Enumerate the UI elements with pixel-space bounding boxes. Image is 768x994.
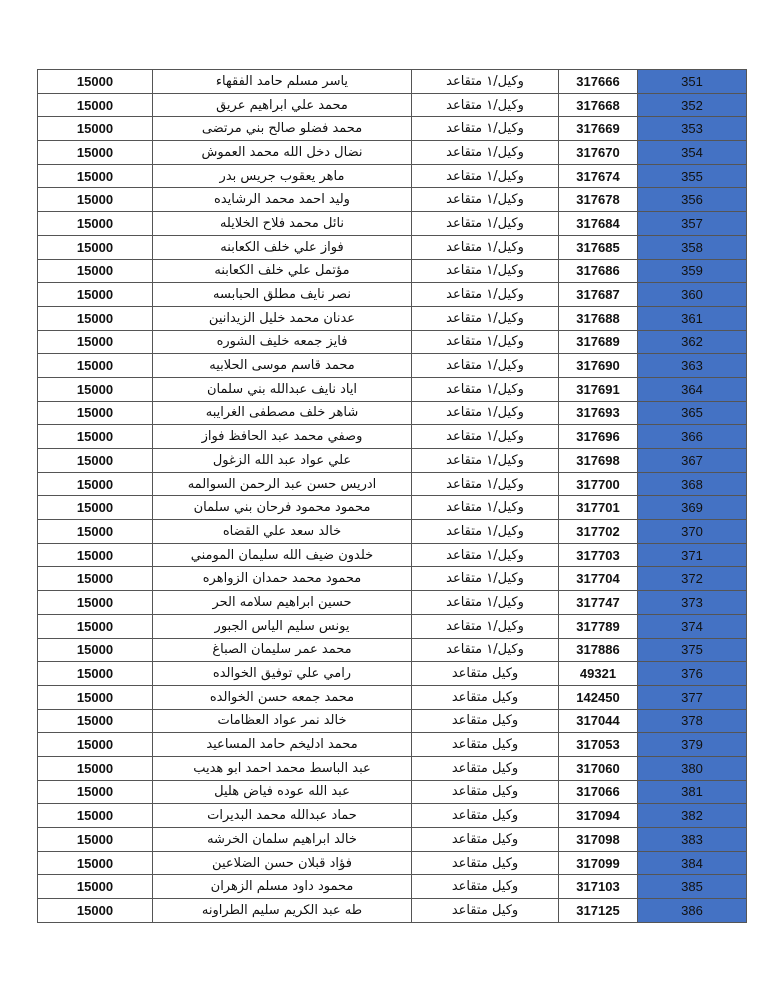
military-number-cell: 317698	[559, 449, 638, 473]
name-cell: عبد الباسط محمد احمد ابو هديب	[153, 756, 412, 780]
rank-cell: وكيل/١ متقاعد	[412, 567, 559, 591]
amount-cell: 15000	[38, 212, 153, 236]
amount-cell: 15000	[38, 804, 153, 828]
amount-cell: 15000	[38, 780, 153, 804]
amount-cell: 15000	[38, 377, 153, 401]
rank-cell: وكيل متقاعد	[412, 804, 559, 828]
table-row	[38, 141, 747, 165]
name-cell: محمود محمد حمدان الزواهره	[153, 567, 412, 591]
name-cell: عدنان محمد خليل الزيدانين	[153, 306, 412, 330]
amount-cell: 15000	[38, 733, 153, 757]
military-number-cell: 317700	[559, 472, 638, 496]
rank-cell: وكيل متقاعد	[412, 875, 559, 899]
sequence-number-cell: 381	[638, 780, 747, 804]
name-cell: ماهر يعقوب جريس بدر	[153, 164, 412, 188]
military-number-cell: 317701	[559, 496, 638, 520]
name-cell: شاهر خلف مصطفى الغرايبه	[153, 401, 412, 425]
table-row	[38, 377, 747, 401]
table-row	[38, 164, 747, 188]
sequence-number-cell: 372	[638, 567, 747, 591]
sequence-number-cell: 385	[638, 875, 747, 899]
rank-cell: وكيل/١ متقاعد	[412, 472, 559, 496]
rank-cell: وكيل/١ متقاعد	[412, 377, 559, 401]
name-cell: ياسر مسلم حامد الفقهاء	[153, 70, 412, 94]
military-number-cell: 317066	[559, 780, 638, 804]
sequence-number-cell: 360	[638, 283, 747, 307]
amount-cell: 15000	[38, 685, 153, 709]
table-row	[38, 425, 747, 449]
table-row	[38, 543, 747, 567]
amount-cell: 15000	[38, 306, 153, 330]
name-cell: خالد سعد علي القضاه	[153, 520, 412, 544]
name-cell: نائل محمد فلاح الخلايله	[153, 212, 412, 236]
table-row	[38, 638, 747, 662]
military-number-cell: 142450	[559, 685, 638, 709]
name-cell: عبد الله عوده فياض هليل	[153, 780, 412, 804]
table-row	[38, 70, 747, 94]
rank-cell: وكيل/١ متقاعد	[412, 401, 559, 425]
military-number-cell: 317886	[559, 638, 638, 662]
military-number-cell: 317674	[559, 164, 638, 188]
military-number-cell: 317678	[559, 188, 638, 212]
rank-cell: وكيل/١ متقاعد	[412, 164, 559, 188]
sequence-number-cell: 351	[638, 70, 747, 94]
name-cell: محمود داود مسلم الزهران	[153, 875, 412, 899]
table-row	[38, 875, 747, 899]
sequence-number-cell: 370	[638, 520, 747, 544]
rank-cell: وكيل/١ متقاعد	[412, 354, 559, 378]
amount-cell: 15000	[38, 354, 153, 378]
amount-cell: 15000	[38, 401, 153, 425]
amount-cell: 15000	[38, 496, 153, 520]
sequence-number-cell: 384	[638, 851, 747, 875]
rank-cell: وكيل متقاعد	[412, 685, 559, 709]
sequence-number-cell: 353	[638, 117, 747, 141]
sequence-number-cell: 366	[638, 425, 747, 449]
table-row	[38, 614, 747, 638]
name-cell: اياد نايف عبدالله بني سلمان	[153, 377, 412, 401]
rank-cell: وكيل/١ متقاعد	[412, 93, 559, 117]
amount-cell: 15000	[38, 70, 153, 94]
table-row	[38, 306, 747, 330]
table-row	[38, 496, 747, 520]
rank-cell: وكيل/١ متقاعد	[412, 638, 559, 662]
military-number-cell: 317687	[559, 283, 638, 307]
roster-body	[38, 70, 747, 923]
rank-cell: وكيل/١ متقاعد	[412, 306, 559, 330]
amount-cell: 15000	[38, 472, 153, 496]
table-row	[38, 93, 747, 117]
name-cell: نصر نايف مطلق الحبابسه	[153, 283, 412, 307]
table-row	[38, 188, 747, 212]
amount-cell: 15000	[38, 614, 153, 638]
sequence-number-cell: 373	[638, 591, 747, 615]
table-row	[38, 472, 747, 496]
rank-cell: وكيل/١ متقاعد	[412, 235, 559, 259]
amount-cell: 15000	[38, 899, 153, 923]
sequence-number-cell: 386	[638, 899, 747, 923]
name-cell: محمد علي ابراهيم عريق	[153, 93, 412, 117]
name-cell: رامي علي توفيق الخوالده	[153, 662, 412, 686]
table-row	[38, 591, 747, 615]
name-cell: فواز علي خلف الكعابنه	[153, 235, 412, 259]
military-number-cell: 317689	[559, 330, 638, 354]
rank-cell: وكيل/١ متقاعد	[412, 520, 559, 544]
amount-cell: 15000	[38, 330, 153, 354]
sequence-number-cell: 369	[638, 496, 747, 520]
military-number-cell: 317098	[559, 828, 638, 852]
rank-cell: وكيل متقاعد	[412, 828, 559, 852]
name-cell: نضال دخل الله محمد العموش	[153, 141, 412, 165]
amount-cell: 15000	[38, 638, 153, 662]
name-cell: خالد نمر عواد العظامات	[153, 709, 412, 733]
amount-cell: 15000	[38, 235, 153, 259]
amount-cell: 15000	[38, 259, 153, 283]
military-number-cell: 317704	[559, 567, 638, 591]
name-cell: محمد فضلو صالح بني مرتضى	[153, 117, 412, 141]
table-row	[38, 780, 747, 804]
name-cell: فايز جمعه خليف الشوره	[153, 330, 412, 354]
rank-cell: وكيل/١ متقاعد	[412, 496, 559, 520]
rank-cell: وكيل متقاعد	[412, 851, 559, 875]
name-cell: طه عبد الكريم سليم الطراونه	[153, 899, 412, 923]
name-cell: خالد ابراهيم سلمان الخرشه	[153, 828, 412, 852]
table-row	[38, 449, 747, 473]
name-cell: حسين ابراهيم سلامه الحر	[153, 591, 412, 615]
table-row	[38, 756, 747, 780]
military-number-cell: 317103	[559, 875, 638, 899]
name-cell: ادريس حسن عبد الرحمن السوالمه	[153, 472, 412, 496]
sequence-number-cell: 364	[638, 377, 747, 401]
sequence-number-cell: 362	[638, 330, 747, 354]
military-number-cell: 317669	[559, 117, 638, 141]
military-number-cell: 317053	[559, 733, 638, 757]
name-cell: محمود محمود فرحان بني سلمان	[153, 496, 412, 520]
table-row	[38, 804, 747, 828]
rank-cell: وكيل متقاعد	[412, 662, 559, 686]
sequence-number-cell: 359	[638, 259, 747, 283]
sequence-number-cell: 352	[638, 93, 747, 117]
sequence-number-cell: 378	[638, 709, 747, 733]
table-row	[38, 520, 747, 544]
name-cell: يونس سليم الياس الجبور	[153, 614, 412, 638]
amount-cell: 15000	[38, 875, 153, 899]
sequence-number-cell: 382	[638, 804, 747, 828]
military-number-cell: 317789	[559, 614, 638, 638]
table-row	[38, 828, 747, 852]
amount-cell: 15000	[38, 449, 153, 473]
rank-cell: وكيل متقاعد	[412, 780, 559, 804]
rank-cell: وكيل/١ متقاعد	[412, 449, 559, 473]
sequence-number-cell: 358	[638, 235, 747, 259]
rank-cell: وكيل/١ متقاعد	[412, 425, 559, 449]
military-number-cell: 317670	[559, 141, 638, 165]
military-number-cell: 317696	[559, 425, 638, 449]
rank-cell: وكيل/١ متقاعد	[412, 141, 559, 165]
amount-cell: 15000	[38, 828, 153, 852]
rank-cell: وكيل/١ متقاعد	[412, 283, 559, 307]
rank-cell: وكيل/١ متقاعد	[412, 543, 559, 567]
amount-cell: 15000	[38, 188, 153, 212]
military-number-cell: 317044	[559, 709, 638, 733]
name-cell: محمد قاسم موسى الحلابيه	[153, 354, 412, 378]
military-number-cell: 317702	[559, 520, 638, 544]
military-number-cell: 317686	[559, 259, 638, 283]
rank-cell: وكيل متقاعد	[412, 756, 559, 780]
sequence-number-cell: 357	[638, 212, 747, 236]
amount-cell: 15000	[38, 141, 153, 165]
military-number-cell: 317094	[559, 804, 638, 828]
military-number-cell: 317668	[559, 93, 638, 117]
amount-cell: 15000	[38, 164, 153, 188]
military-number-cell: 317693	[559, 401, 638, 425]
military-number-cell: 317688	[559, 306, 638, 330]
amount-cell: 15000	[38, 591, 153, 615]
rank-cell: وكيل/١ متقاعد	[412, 591, 559, 615]
amount-cell: 15000	[38, 851, 153, 875]
military-number-cell: 317666	[559, 70, 638, 94]
sequence-number-cell: 354	[638, 141, 747, 165]
table-row	[38, 212, 747, 236]
sequence-number-cell: 375	[638, 638, 747, 662]
table-row	[38, 709, 747, 733]
military-number-cell: 317685	[559, 235, 638, 259]
table-row	[38, 330, 747, 354]
table-row	[38, 235, 747, 259]
roster-table	[37, 69, 747, 923]
table-row	[38, 733, 747, 757]
amount-cell: 15000	[38, 543, 153, 567]
sequence-number-cell: 383	[638, 828, 747, 852]
rank-cell: وكيل متقاعد	[412, 709, 559, 733]
name-cell: مؤتمل علي خلف الكعابنه	[153, 259, 412, 283]
table-row	[38, 662, 747, 686]
rank-cell: وكيل/١ متقاعد	[412, 330, 559, 354]
name-cell: وصفي محمد عبد الحافظ فواز	[153, 425, 412, 449]
rank-cell: وكيل/١ متقاعد	[412, 212, 559, 236]
name-cell: فؤاد قبلان حسن الضلاعين	[153, 851, 412, 875]
amount-cell: 15000	[38, 567, 153, 591]
table-row	[38, 567, 747, 591]
table-row	[38, 401, 747, 425]
rank-cell: وكيل/١ متقاعد	[412, 117, 559, 141]
sequence-number-cell: 363	[638, 354, 747, 378]
military-number-cell: 317747	[559, 591, 638, 615]
amount-cell: 15000	[38, 662, 153, 686]
name-cell: محمد جمعه حسن الخوالده	[153, 685, 412, 709]
table-row	[38, 283, 747, 307]
table-row	[38, 117, 747, 141]
table-row	[38, 354, 747, 378]
rank-cell: وكيل/١ متقاعد	[412, 614, 559, 638]
military-number-cell: 317703	[559, 543, 638, 567]
sequence-number-cell: 371	[638, 543, 747, 567]
table-row	[38, 259, 747, 283]
military-number-cell: 317125	[559, 899, 638, 923]
amount-cell: 15000	[38, 117, 153, 141]
military-number-cell: 317691	[559, 377, 638, 401]
rank-cell: وكيل/١ متقاعد	[412, 70, 559, 94]
name-cell: محمد عمر سليمان الصباغ	[153, 638, 412, 662]
table-row	[38, 899, 747, 923]
amount-cell: 15000	[38, 425, 153, 449]
sequence-number-cell: 380	[638, 756, 747, 780]
rank-cell: وكيل متقاعد	[412, 899, 559, 923]
name-cell: حماد عبدالله محمد البديرات	[153, 804, 412, 828]
amount-cell: 15000	[38, 520, 153, 544]
sequence-number-cell: 379	[638, 733, 747, 757]
military-number-cell: 49321	[559, 662, 638, 686]
name-cell: محمد ادليخم حامد المساعيد	[153, 733, 412, 757]
name-cell: وليد احمد محمد الرشايده	[153, 188, 412, 212]
amount-cell: 15000	[38, 709, 153, 733]
sequence-number-cell: 355	[638, 164, 747, 188]
rank-cell: وكيل/١ متقاعد	[412, 188, 559, 212]
name-cell: علي عواد عبد الله الزغول	[153, 449, 412, 473]
table-row	[38, 851, 747, 875]
sequence-number-cell: 365	[638, 401, 747, 425]
military-number-cell: 317099	[559, 851, 638, 875]
sequence-number-cell: 374	[638, 614, 747, 638]
amount-cell: 15000	[38, 93, 153, 117]
table-row	[38, 685, 747, 709]
sequence-number-cell: 367	[638, 449, 747, 473]
sequence-number-cell: 356	[638, 188, 747, 212]
military-number-cell: 317060	[559, 756, 638, 780]
sequence-number-cell: 368	[638, 472, 747, 496]
sequence-number-cell: 361	[638, 306, 747, 330]
amount-cell: 15000	[38, 756, 153, 780]
amount-cell: 15000	[38, 283, 153, 307]
rank-cell: وكيل متقاعد	[412, 733, 559, 757]
rank-cell: وكيل/١ متقاعد	[412, 259, 559, 283]
sequence-number-cell: 376	[638, 662, 747, 686]
name-cell: خلدون ضيف الله سليمان المومني	[153, 543, 412, 567]
military-number-cell: 317684	[559, 212, 638, 236]
military-number-cell: 317690	[559, 354, 638, 378]
sequence-number-cell: 377	[638, 685, 747, 709]
